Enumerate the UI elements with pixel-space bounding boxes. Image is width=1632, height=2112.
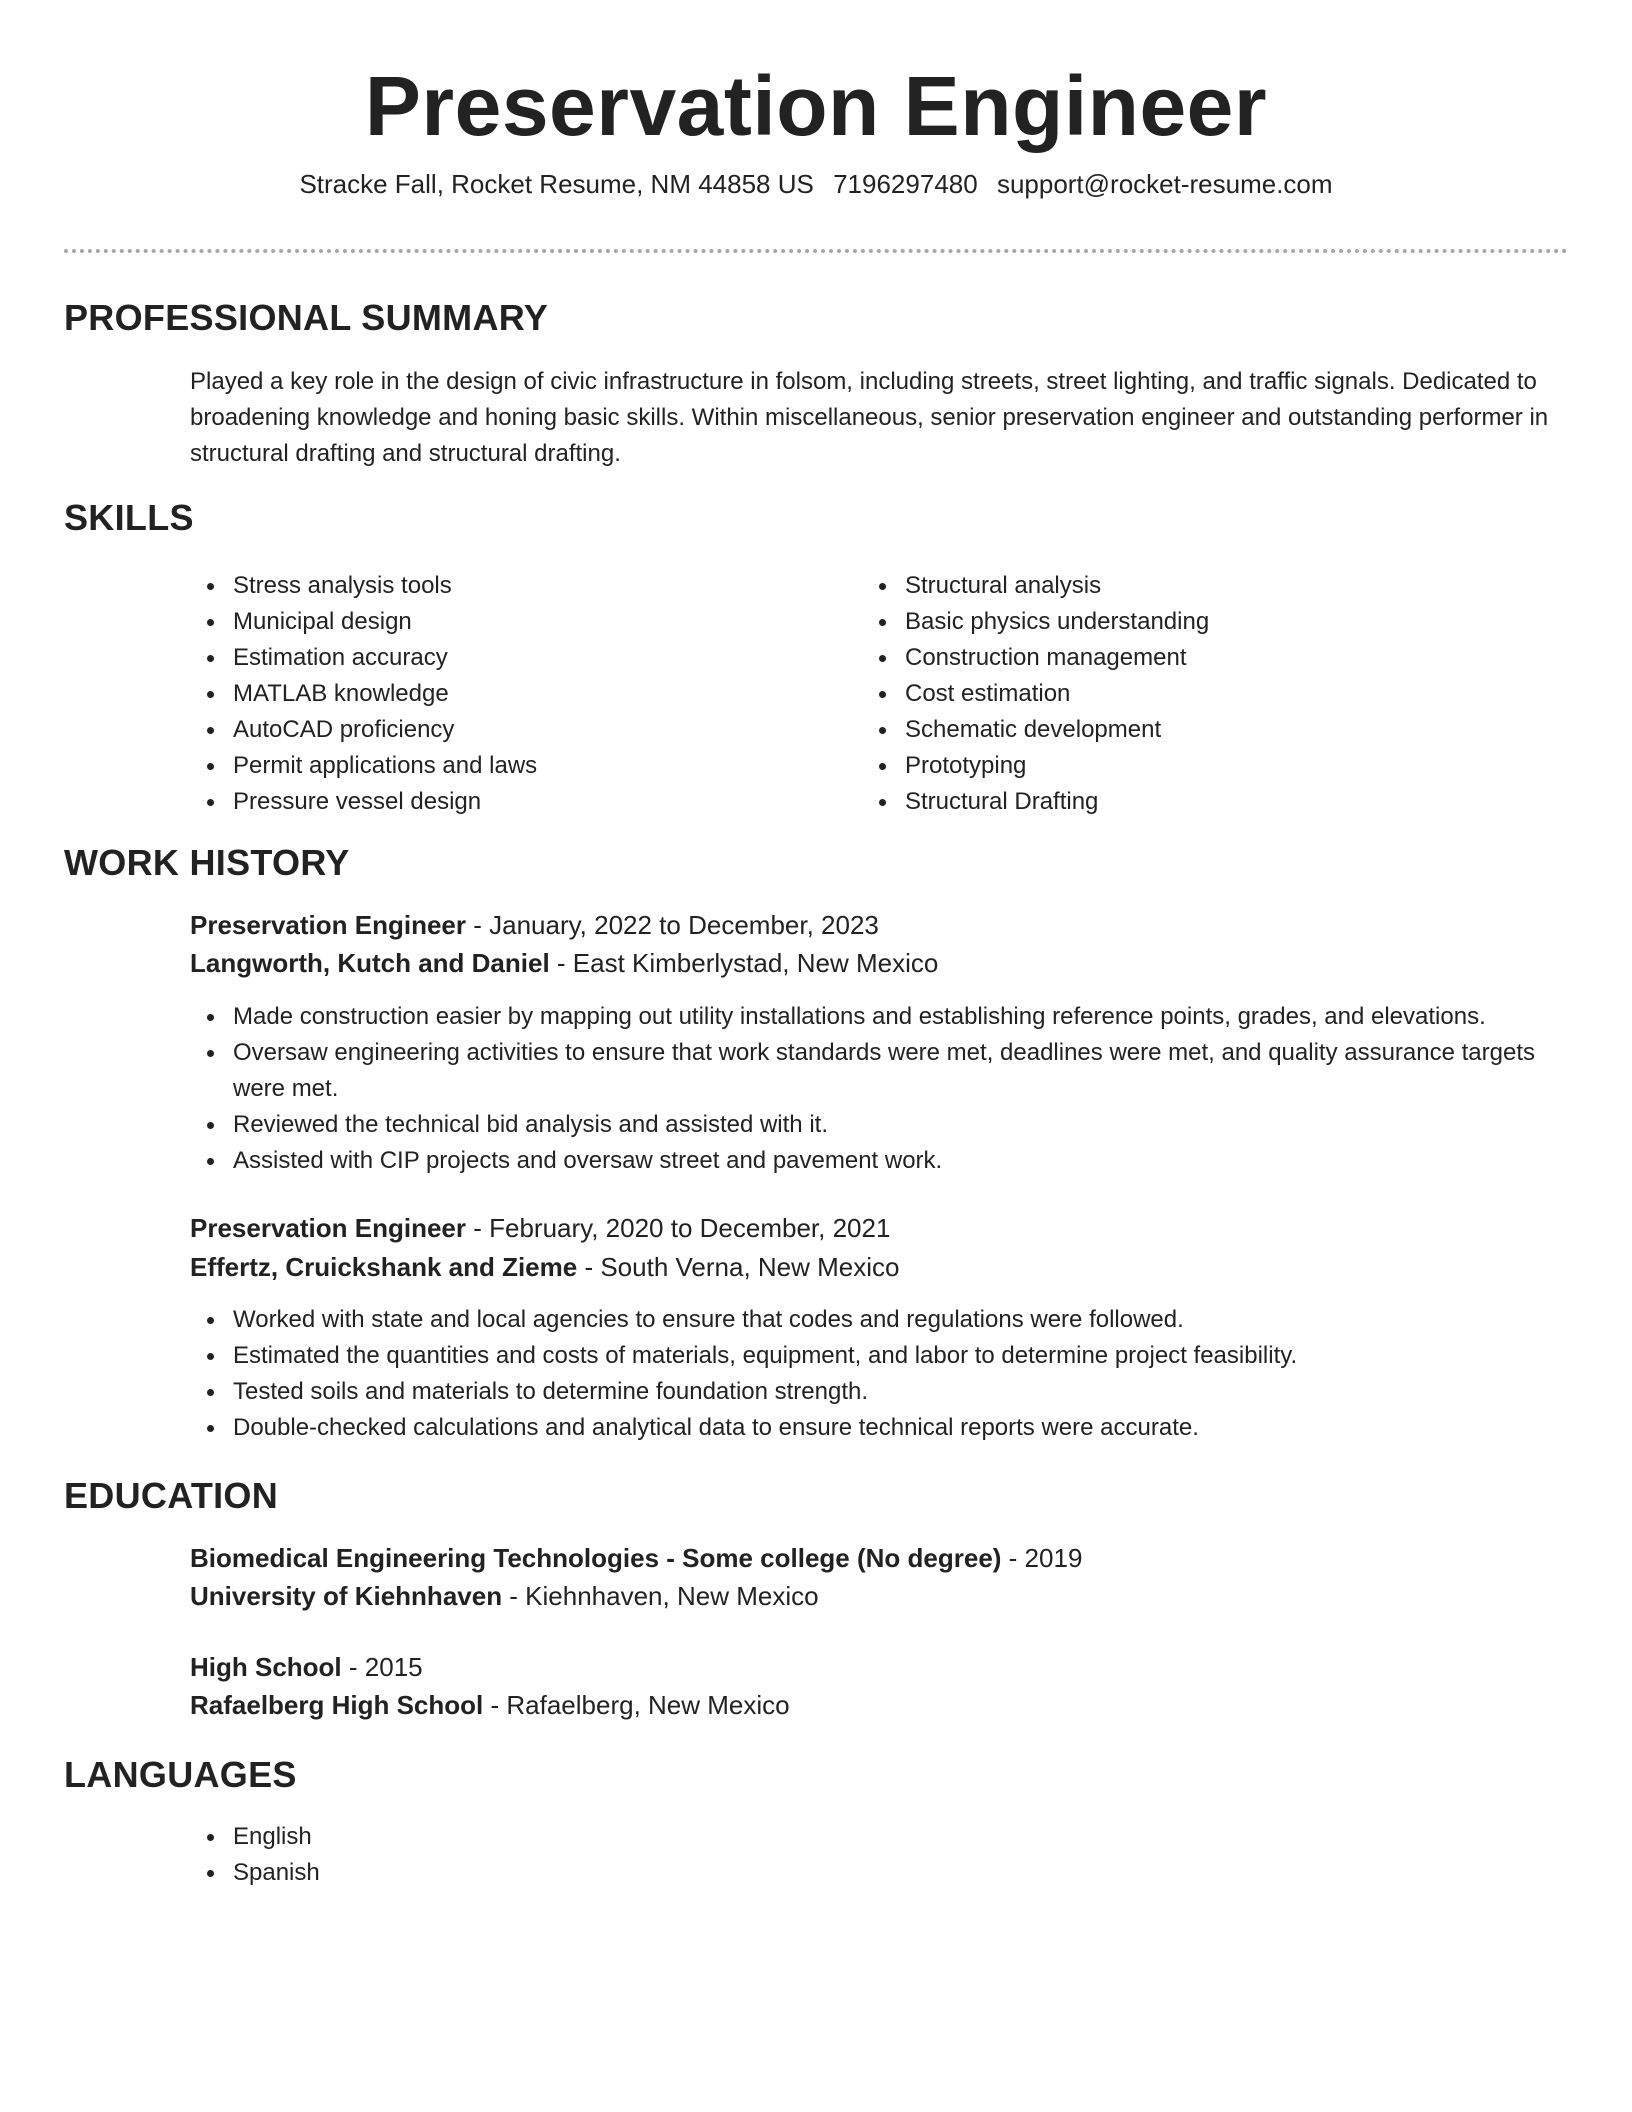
edu-school: University of Kiehnhaven <box>190 1581 503 1611</box>
job-bullet: Made construction easier by mapping out utility installations and establishing reference points, grades, and elevations. <box>190 999 1570 1035</box>
job-bullets <box>190 999 1570 1179</box>
job-company-line <box>190 1248 900 1286</box>
skill-item: Construction management <box>862 640 1209 676</box>
job-title: Preservation Engineer <box>190 910 466 940</box>
skill-item: Municipal design <box>190 604 537 640</box>
edu-location: - Rafaelberg, New Mexico <box>483 1690 790 1720</box>
skill-item: Permit applications and laws <box>190 748 537 784</box>
skills-list-left <box>190 568 537 820</box>
education-heading: EDUCATION <box>64 1475 279 1516</box>
skill-item: Structural Drafting <box>862 784 1209 820</box>
skill-item: AutoCAD proficiency <box>190 712 537 748</box>
work-heading: WORK HISTORY <box>64 842 350 883</box>
job-title-line <box>190 1209 890 1247</box>
skill-item: MATLAB knowledge <box>190 676 537 712</box>
edu-degree-line <box>190 1648 423 1686</box>
job-location: - East Kimberlystad, New Mexico <box>549 948 939 978</box>
edu-school-line <box>190 1577 819 1615</box>
edu-degree: High School <box>190 1652 342 1682</box>
languages-heading: LANGUAGES <box>64 1754 297 1795</box>
job-location: - South Verna, New Mexico <box>577 1252 900 1282</box>
job-bullet: Estimated the quantities and costs of materials, equipment, and labor to determine project feasibility. <box>190 1338 1570 1374</box>
edu-school-line <box>190 1686 790 1724</box>
language-item: Spanish <box>190 1855 1570 1891</box>
skills-heading: SKILLS <box>64 497 194 538</box>
job-bullet: Oversaw engineering activities to ensure that work standards were met, deadlines were met, and quality assurance targets were met. <box>190 1035 1570 1107</box>
resume-name: Preservation Engineer <box>364 59 1268 153</box>
skill-item: Structural analysis <box>862 568 1209 604</box>
edu-year: - 2019 <box>1001 1543 1083 1573</box>
job-bullet: Worked with state and local agencies to ensure that codes and regulations were followed. <box>190 1302 1570 1338</box>
job-company-line <box>190 944 938 982</box>
skill-item: Stress analysis tools <box>190 568 537 604</box>
job-bullet: Assisted with CIP projects and oversaw street and pavement work. <box>190 1143 1570 1179</box>
job-company: Effertz, Cruickshank and Zieme <box>190 1252 578 1282</box>
contact-address: Stracke Fall, Rocket Resume, NM 44858 US <box>299 169 814 199</box>
job-company: Langworth, Kutch and Daniel <box>190 948 550 978</box>
edu-school: Rafaelberg High School <box>190 1690 484 1720</box>
language-item: English <box>190 1819 1570 1855</box>
edu-degree: Biomedical Engineering Technologies - Some college (No degree) <box>190 1543 1002 1573</box>
edu-location: - Kiehnhaven, New Mexico <box>502 1581 819 1611</box>
contact-email: support@rocket-resume.com <box>996 169 1333 199</box>
header-divider <box>64 249 1568 253</box>
languages-list <box>190 1819 1570 1891</box>
summary-heading: PROFESSIONAL SUMMARY <box>64 297 549 338</box>
summary-text: Played a key role in the design of civic infrastructure in folsom, including streets, street lighting, and traffic signals. Dedicated to broadening knowledge and honing basic skills. Within miscellaneous, senior preservation engineer and outstanding performer in structural drafting and structural drafting. <box>190 368 1549 467</box>
job-title: Preservation Engineer <box>190 1213 466 1243</box>
skill-item: Estimation accuracy <box>190 640 537 676</box>
edu-degree-line <box>190 1539 1082 1577</box>
job-dates: - January, 2022 to December, 2023 <box>466 910 879 940</box>
skill-item: Prototyping <box>862 748 1209 784</box>
job-bullet: Tested soils and materials to determine foundation strength. <box>190 1374 1570 1410</box>
job-bullet: Reviewed the technical bid analysis and assisted with it. <box>190 1107 1570 1143</box>
skill-item: Pressure vessel design <box>190 784 537 820</box>
skills-list-right <box>862 568 1209 820</box>
contact-line <box>0 168 1632 200</box>
job-title-line <box>190 906 879 944</box>
job-bullet: Double-checked calculations and analytical data to ensure technical reports were accurate. <box>190 1410 1570 1446</box>
skill-item: Schematic development <box>862 712 1209 748</box>
edu-year: - 2015 <box>341 1652 423 1682</box>
skill-item: Basic physics understanding <box>862 604 1209 640</box>
skill-item: Cost estimation <box>862 676 1209 712</box>
job-dates: - February, 2020 to December, 2021 <box>466 1213 891 1243</box>
contact-phone: 7196297480 <box>833 169 978 199</box>
job-bullets <box>190 1302 1570 1446</box>
